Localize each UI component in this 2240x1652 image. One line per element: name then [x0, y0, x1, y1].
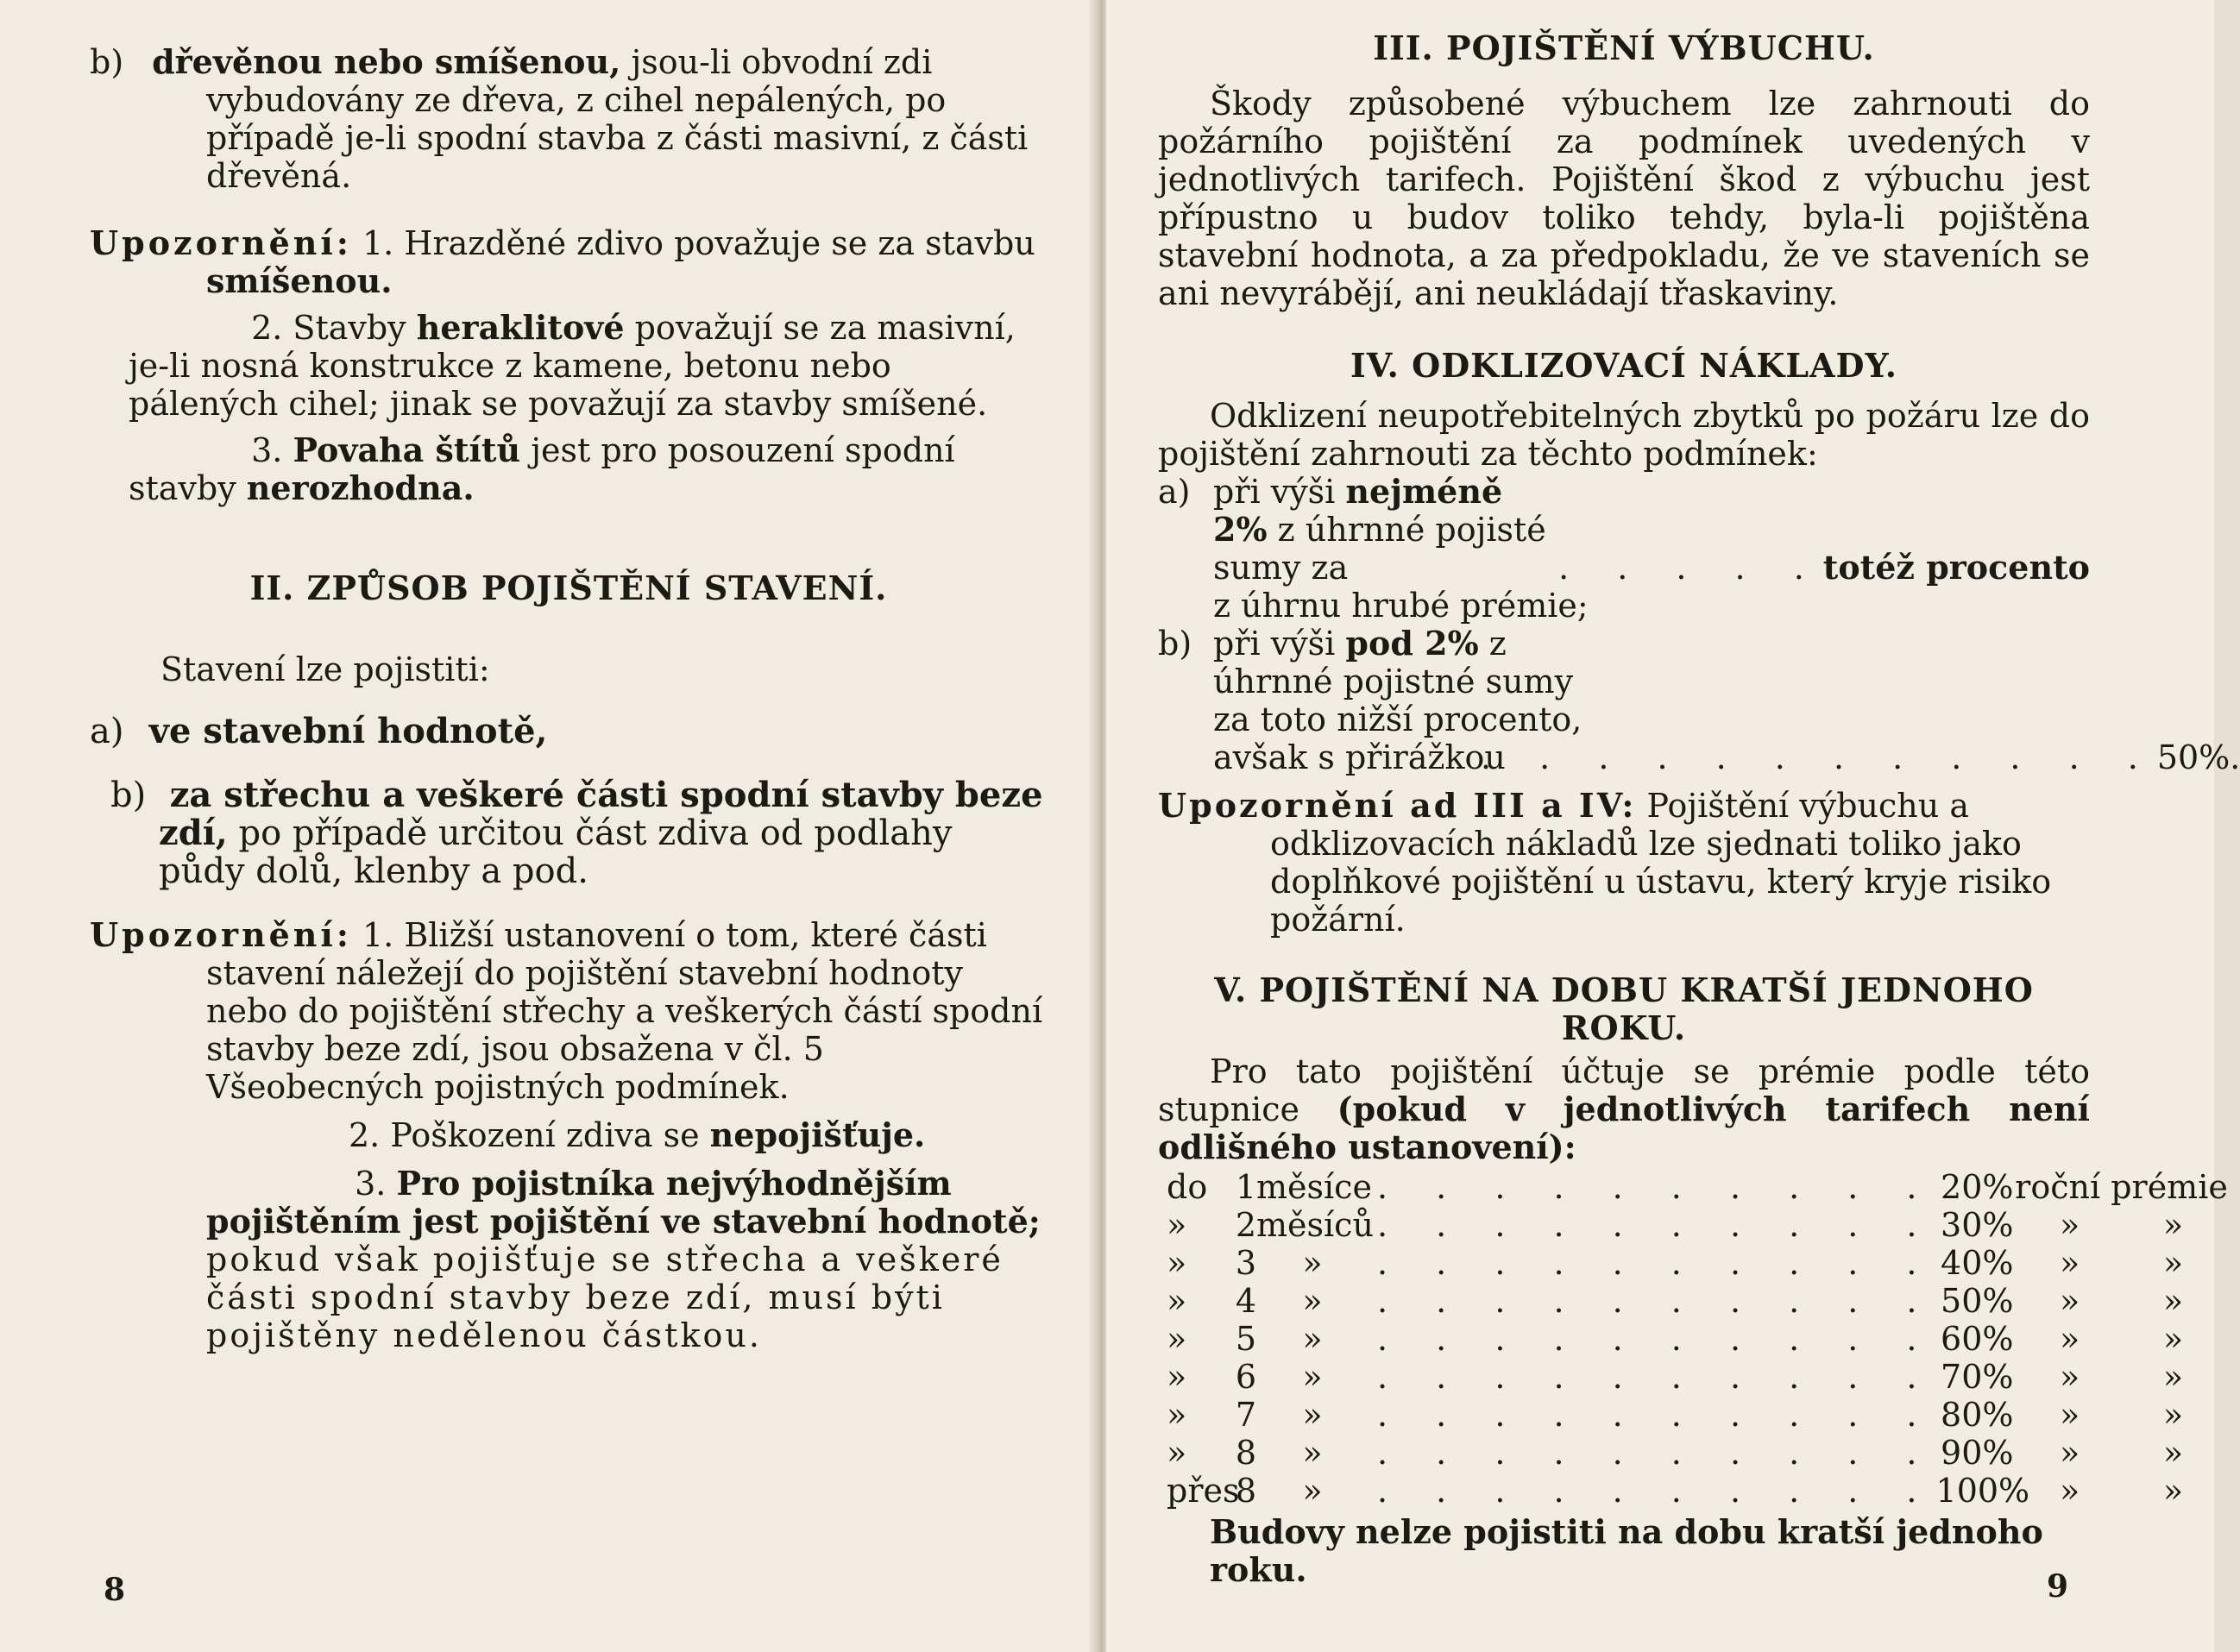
rate-leader: . . . . . . . . . . — [1377, 1358, 1936, 1396]
rate-prefix: » — [1167, 1282, 1187, 1320]
rate-percent: 90% — [1941, 1434, 2014, 1472]
item-a-pre: při výši — [1213, 473, 1336, 511]
rate-num: 7 — [1235, 1396, 1256, 1434]
item-a-bold: nejméně 2% — [1213, 472, 1503, 549]
rate-percent: 30% — [1941, 1206, 2014, 1244]
section-4-item-b — [1158, 624, 2240, 776]
note-ad-3-4 — [1158, 787, 2090, 939]
rate-suffix: » » — [2059, 1434, 2184, 1472]
note-2-block — [90, 309, 1048, 423]
section-3-heading: III. POJIŠTĚNÍ VÝBUCHU. — [1373, 28, 1875, 67]
item-a-leader: . . . . . — [1558, 549, 1823, 587]
rate-unit: » — [1302, 1472, 1323, 1510]
item-label: b) — [90, 43, 124, 81]
note-1-block — [90, 224, 1048, 300]
rate-prefix: » — [1167, 1434, 1187, 1472]
option-b-bold: za střechu a veškeré části spodní stavby beze zdí, — [159, 775, 1043, 853]
rate-suffix: » » — [2059, 1206, 2184, 1244]
note-ad-text: Pojištění výbuchu a odklizovacích nákladů lze sjednati toliko jako doplňkové pojištění u ústavu, který kryje risiko požární. — [1270, 787, 2052, 939]
rate-unit: » — [1302, 1244, 1323, 1282]
rate-row — [1158, 1396, 2184, 1434]
rate-num: 3 — [1235, 1244, 1256, 1282]
note-label: Upozornění: — [90, 223, 352, 262]
rate-prefix: » — [1167, 1320, 1187, 1358]
rate-percent: 20% — [1941, 1168, 2014, 1206]
option-a — [90, 713, 1048, 751]
section-5-footer: Budovy nelze pojistiti na dobu kratší jednoho roku. — [1210, 1512, 2043, 1589]
note-b-label: Upozornění: — [90, 915, 352, 954]
left-page-text — [90, 43, 1048, 1354]
rate-leader: . . . . . . . . . . — [1377, 1434, 1936, 1472]
note-b3-spaced: pokud však pojišťuje se střecha a veškeré části spodní stavby beze zdí, musí býti pojištěny nedělenou částkou. — [206, 1241, 1004, 1354]
rate-prefix: » — [1167, 1206, 1187, 1244]
page-number-left: 8 — [104, 1572, 126, 1608]
rate-row — [1158, 1472, 2184, 1510]
rate-row — [1158, 1206, 2184, 1244]
rate-num: 6 — [1235, 1358, 1256, 1396]
note-b2-bold: nepojišťuje. — [709, 1115, 926, 1154]
rate-leader: . . . . . . . . . . — [1377, 1472, 1936, 1510]
rate-leader: . . . . . . . . . . — [1377, 1244, 1936, 1282]
section-4-intro: Odklizení neupotřebitelných zbytků po požáru lze do pojištění zahrnouti za těchto podmínek: — [1158, 397, 2090, 473]
rate-row — [1158, 1282, 2184, 1320]
rate-leader: . . . . . . . . . . — [1377, 1168, 1936, 1206]
item-b-leader: . . . . . . . . . . . . — [1481, 738, 2157, 776]
right-page — [1106, 0, 2240, 1652]
section-5-heading — [1158, 971, 2090, 1047]
section-5-intro-text: Pro tato pojištění účtuje se prémie podle této stupnice — [1158, 1052, 2090, 1128]
rate-num: 4 — [1235, 1282, 1256, 1320]
rate-num: 2 — [1235, 1206, 1256, 1244]
note-b3-pre: 3. — [355, 1165, 387, 1203]
rate-percent: 100% — [1935, 1472, 2030, 1510]
section-3-text: Škody způsobené výbuchem lze zahrnouti do požárního pojištění za podmínek uvedených v jednotlivých tarifech. Pojištění škod z výbuchu jest přípustno u budov toliko tehdy, byla-li pojištěna stavební hodnota, a za předpokladu, že ve staveních se ani nevyrábějí, ani neukládají třaskaviny. — [1158, 85, 2090, 312]
rate-row — [1158, 1320, 2184, 1358]
rate-num: 8 — [1235, 1472, 1256, 1510]
item-b-label: b) — [1158, 625, 1192, 663]
rate-num: 5 — [1235, 1320, 1256, 1358]
note-b3-block — [90, 1165, 1048, 1354]
rate-percent: 60% — [1941, 1320, 2014, 1358]
item-a-end: totéž procento — [1822, 548, 2090, 587]
rate-prefix: » — [1167, 1244, 1187, 1282]
rate-row — [1158, 1244, 2184, 1282]
section-5-heading-1: V. POJIŠTĚNÍ NA DOBU KRATŠÍ JEDNOHO — [1214, 970, 2034, 1009]
rate-unit: » — [1302, 1358, 1323, 1396]
note-b2-text: 2. Poškození zdiva se — [349, 1116, 700, 1154]
rate-prefix: do — [1167, 1168, 1208, 1206]
option-b — [90, 776, 1048, 890]
right-page-text — [1158, 28, 2240, 1589]
page-number-right: 9 — [2047, 1568, 2069, 1605]
item-b-end: 50%. — [2156, 738, 2240, 776]
rate-prefix: přes — [1167, 1472, 1240, 1510]
item-a-label: a) — [1158, 473, 1191, 511]
rate-percent: 50% — [1941, 1282, 2014, 1320]
rate-suffix: » » — [2059, 1396, 2184, 1434]
rate-percent: 40% — [1941, 1244, 2014, 1282]
rate-num: 8 — [1235, 1434, 1256, 1472]
section-5-intro-bold: (pokud v jednotlivých tarifech není odlišného ustanovení): — [1158, 1090, 2090, 1166]
item-b-text: jsou-li obvodní zdi vybudovány ze dřeva, z cihel nepálených, po případě je-li spodní stavba z části masivní, z části dřevěná. — [206, 43, 1029, 195]
item-b-wooden — [90, 43, 1048, 195]
rate-suffix: » » — [2059, 1358, 2184, 1396]
section-5-heading-2: ROKU. — [1561, 1008, 1687, 1047]
note-ad-label: Upozornění ad III a IV: — [1158, 786, 1637, 825]
rate-row — [1158, 1168, 2228, 1206]
note-b1-block — [90, 916, 1048, 1106]
rate-table — [1158, 1168, 2228, 1510]
note-3-bold-1: Povaha štítů — [293, 430, 521, 469]
rate-unit: » — [1302, 1320, 1323, 1358]
section-2-intro: Stavení lze pojistiti: — [160, 650, 490, 688]
note-b3-bold: Pro pojistníka nejvýhodnějším pojištěním jest pojištění ve stavební hodnotě; — [206, 1164, 1041, 1241]
note-3-text: jest pro posouzení spodní stavby — [129, 431, 955, 507]
item-a-tail: z úhrnu hrubé prémie; — [1213, 587, 1589, 625]
item-b-bold: pod 2% — [1345, 624, 1479, 663]
rate-row — [1158, 1434, 2184, 1472]
rate-suffix: » » — [2059, 1244, 2184, 1282]
note-3-bold-2: nerozhodna. — [246, 468, 475, 507]
option-a-label: a) — [90, 712, 124, 751]
option-b-text: po případě určitou část zdiva od podlahy půdy dolů, klenby a pod. — [159, 813, 953, 891]
note-2-pre: 2. Stavby — [251, 309, 406, 347]
section-4-item-a — [1158, 473, 2090, 625]
rate-unit: měsíců — [1256, 1206, 1374, 1244]
note-1-text: 1. Hrazděné zdivo považuje se za stavbu — [362, 224, 1035, 262]
section-2-heading: II. ZPŮSOB POJIŠTĚNÍ STAVENÍ. — [249, 568, 888, 607]
left-page — [0, 0, 1096, 1652]
note-b1-text: 1. Bližší ustanovení o tom, které části stavení náležejí do pojištění stavební hodnoty nebo do pojištění střechy a veškerých částí spodní stavby beze zdí, jsou obsažena v čl. 5 Všeobecných pojistných podmínek. — [206, 916, 1043, 1106]
rate-row — [1158, 1358, 2184, 1396]
rate-suffix: » » — [2059, 1320, 2184, 1358]
note-b2-block — [90, 1116, 1048, 1154]
item-b-pre: při výši — [1213, 625, 1336, 663]
item-b-bold: dřevěnou nebo smíšenou, — [152, 42, 621, 81]
rate-prefix: » — [1167, 1358, 1187, 1396]
note-1-bold: smíšenou. — [206, 261, 393, 300]
rate-leader: . . . . . . . . . . — [1377, 1396, 1936, 1434]
rate-suffix: » » — [2059, 1472, 2184, 1510]
note-3-pre: 3. — [251, 431, 283, 469]
rate-percent: 80% — [1941, 1396, 2014, 1434]
rate-prefix: » — [1167, 1396, 1187, 1434]
note-2-text: považují se za masivní, je-li nosná konstrukce z kamene, betonu nebo pálených cihel; jinak se považují za stavby smíšené. — [129, 309, 1016, 423]
item-b-text: z úhrnné pojistné sumy za toto nižší procento, avšak s přirážkou — [1213, 625, 1582, 776]
note-2-bold: heraklitové — [416, 308, 625, 347]
item-a-text: z úhrnné pojisté sumy za — [1213, 511, 1546, 587]
rate-leader: . . . . . . . . . . — [1377, 1320, 1936, 1358]
rate-num: 1 — [1235, 1168, 1256, 1206]
section-5-intro — [1158, 1052, 2090, 1166]
item-a-body — [1213, 473, 1550, 587]
option-b-label: b) — [110, 776, 147, 815]
rate-suffix: roční prémie — [2015, 1168, 2228, 1206]
section-4-heading: IV. ODKLIZOVACÍ NÁKLADY. — [1350, 346, 1897, 385]
rate-leader: . . . . . . . . . . — [1377, 1282, 1936, 1320]
rate-unit: » — [1302, 1434, 1323, 1472]
rate-unit: » — [1302, 1396, 1323, 1434]
option-a-text: ve stavební hodnotě, — [148, 711, 548, 751]
note-3-block — [90, 431, 1048, 507]
rate-leader: . . . . . . . . . . — [1377, 1206, 1936, 1244]
rate-suffix: » » — [2059, 1282, 2184, 1320]
rate-percent: 70% — [1941, 1358, 2014, 1396]
rate-unit: měsíce — [1256, 1168, 1372, 1206]
rate-unit: » — [1302, 1282, 1323, 1320]
